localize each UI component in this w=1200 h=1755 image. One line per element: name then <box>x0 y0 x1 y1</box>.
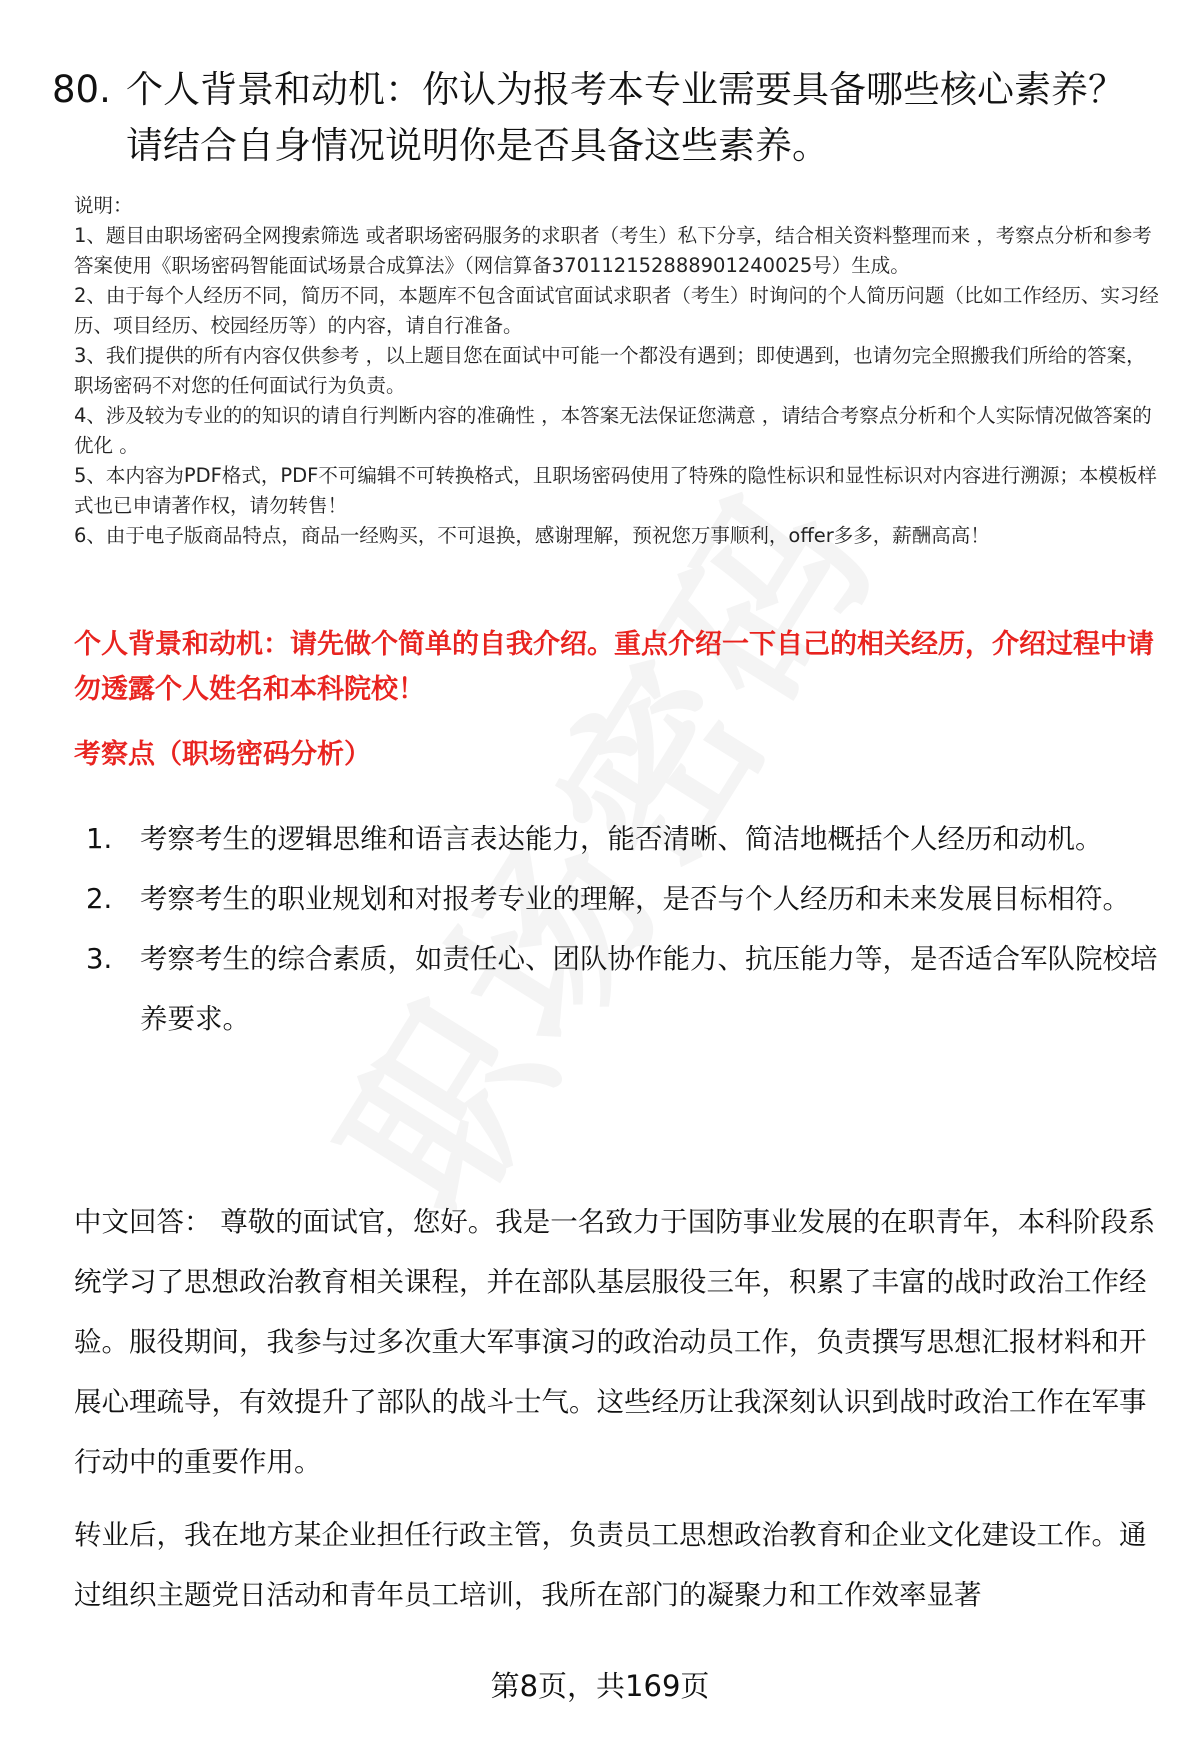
interview-prompt: 个人背景和动机：请先做个简单的自我介绍。重点介绍一下自己的相关经历，介绍过程中请勿透露个人姓名和本科院校！ <box>74 629 1154 705</box>
analysis-points <box>74 809 1164 1049</box>
analysis-heading: 考察点（职场密码分析） <box>74 739 371 770</box>
answer-paragraph-2: 转业后，我在地方某企业担任行政主管，负责员工思想政治教育和企业文化建设工作。通过组织主题党日活动和青年员工培训，我所在部门的凝聚力和工作效率显著 <box>74 1519 1147 1611</box>
point-number: 2. <box>86 883 113 915</box>
analysis-point <box>74 929 1164 1049</box>
note-item: 1、题目由职场密码全网搜索筛选 或者职场密码服务的求职者（考生）私下分享，结合相关资料整理而来 ，考察点分析和参考答案使用《职场密码智能面试场景合成算法》（网信算备370112152888901240025号）生成。 <box>74 224 1152 277</box>
point-text: 考察考生的职业规划和对报考专业的理解，是否与个人经历和未来发展目标相符。 <box>140 883 1130 915</box>
answer-text: 尊敬的面试官，您好。我是一名致力于国防事业发展的在职青年，本科阶段系统学习了思想政治教育相关课程，并在部队基层服役三年，积累了丰富的战时政治工作经验。服役期间，我参与过多次重大军事演习的政治动员工作，负责撰写思想汇报材料和开展心理疏导，有效提升了部队的战斗士气。这些经历让我深刻认识到战时政治工作在军事行动中的重要作用。 <box>74 1206 1156 1478</box>
note-item: 5、本内容为PDF格式，PDF不可编辑不可转换格式，且职场密码使用了特殊的隐性标识和显性标识对内容进行溯源；本模板样式也已申请著作权，请勿转售！ <box>74 464 1157 517</box>
question-title <box>52 62 1152 174</box>
analysis-point <box>74 809 1164 869</box>
point-number: 3. <box>86 943 113 975</box>
answer-label: 中文回答： <box>74 1206 212 1238</box>
notes-heading: 说明： <box>74 194 133 217</box>
note-item: 3、我们提供的所有内容仅供参考 ，以上题目您在面试中可能一个都没有遇到；即使遇到，也请勿完全照搬我们所给的答案，职场密码不对您的任何面试行为负责。 <box>74 344 1146 397</box>
page-footer: 第8页，共169页 <box>490 1669 710 1703</box>
point-text: 考察考生的综合素质，如责任心、团队协作能力、抗压能力等，是否适合军队院校培养要求。 <box>140 943 1158 1035</box>
note-item: 4、涉及较为专业的的知识的请自行判断内容的准确性 ，本答案无法保证您满意 ，请结合考察点分析和个人实际情况做答案的优化 。 <box>74 404 1152 457</box>
answer-paragraph-1 <box>74 1192 1164 1492</box>
note-item: 6、由于电子版商品特点，商品一经购买，不可退换，感谢理解，预祝您万事顺利，offer多多，薪酬高高！ <box>74 524 990 547</box>
analysis-point <box>74 869 1164 929</box>
point-text: 考察考生的逻辑思维和语言表达能力，能否清晰、简洁地概括个人经历和动机。 <box>140 823 1103 855</box>
notes-block <box>74 191 1164 551</box>
question-text: 个人背景和动机：你认为报考本专业需要具备哪些核心素养？请结合自身情况说明你是否具备这些素养。 <box>126 68 1125 167</box>
point-number: 1. <box>86 823 113 855</box>
question-number: 80. <box>52 68 111 111</box>
note-item: 2、由于每个人经历不同，简历不同，本题库不包含面试官面试求职者（考生）时询问的个人简历问题（比如工作经历、实习经历、项目经历、校园经历等）的内容，请自行准备。 <box>74 284 1159 337</box>
